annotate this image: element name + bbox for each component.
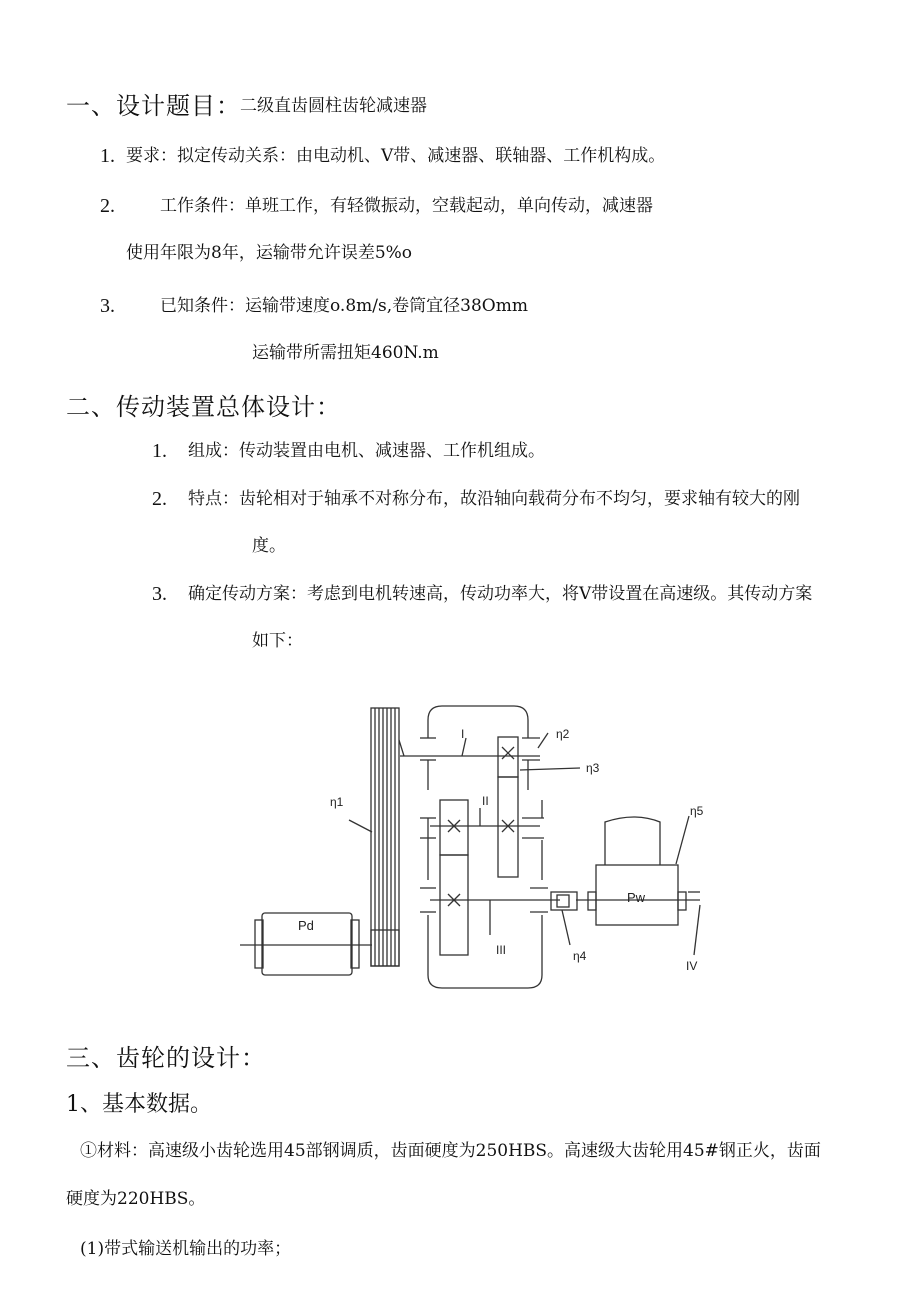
eta1-label: η1 (330, 795, 344, 809)
working-conditions-text: 工作条件：单班工作，有轻微振动，空载起动，单向传动，减速器 (160, 196, 653, 216)
v-belt (349, 708, 399, 966)
motor-label: Pd (298, 918, 314, 933)
reducer-housing (428, 706, 542, 988)
known-conditions-text: 已知条件：运输带速度o.8m∕s,卷筒宜径38Omm (160, 296, 528, 316)
item-number: 2. (152, 488, 167, 510)
material-text-line1: ①材料：高速级小齿轮选用45部钢调质，齿面硬度为250HBS。高速级大齿轮用45#钢正火，齿面 (80, 1141, 821, 1161)
working-machine (576, 816, 700, 955)
section1-heading: 一、设计题目： (66, 92, 241, 120)
output-power-item: (1)带式输送机输出的功率； (80, 1239, 292, 1259)
eta3-label: η3 (586, 761, 600, 775)
item-number: 3. (152, 583, 167, 605)
section3-heading: 三、齿轮的设计： (66, 1044, 266, 1072)
gear-pinion-low (440, 800, 468, 855)
section2-heading: 二、传动装置总体设计： (66, 393, 341, 421)
gear-wheel-high (498, 777, 518, 877)
eta5-label: η5 (690, 804, 704, 818)
shaft-IV-label: IV (686, 959, 698, 973)
scheme-continued: 如下： (252, 631, 303, 651)
features-text: 特点：齿轮相对于轴承不对称分布，故沿轴向载荷分布不均匀，要求轴有较大的刚 (188, 489, 800, 509)
gear-pinion-high (498, 737, 518, 777)
eta2-label: η2 (556, 727, 570, 741)
gear-wheel-low (440, 855, 468, 955)
item-number: 1. (100, 145, 115, 167)
design-title: 二级直齿圆柱齿轮减速器 (240, 96, 427, 116)
composition-text: 组成：传动装置由电机、减速器、工作机组成。 (188, 441, 545, 461)
material-text-line2: 硬度为220HBS。 (66, 1189, 206, 1209)
item-number: 2. (100, 195, 115, 217)
item-number: 1. (152, 440, 167, 462)
shaft-I-label: I (461, 727, 465, 741)
features-continued: 度。 (252, 536, 286, 556)
item-number: 3. (100, 295, 115, 317)
shaft-III-label: III (496, 943, 507, 957)
requirements-text: 要求：拟定传动关系：由电动机、V带、减速器、联轴器、工作机构成。 (126, 146, 666, 166)
basic-data-heading: 1、基本数据。 (66, 1092, 212, 1117)
worker-label: Pw (627, 890, 646, 905)
eta4-label: η4 (573, 949, 587, 963)
known-conditions-continued: 运输带所需扭矩460N.m (252, 343, 439, 363)
working-conditions-continued: 使用年限为8年，运输带允许误差5%o (126, 243, 413, 263)
scheme-text: 确定传动方案：考虑到电机转速高，传动功率大，将V带设置在高速级。其传动方案 (188, 584, 813, 604)
shaft-II-label: II (482, 794, 489, 808)
